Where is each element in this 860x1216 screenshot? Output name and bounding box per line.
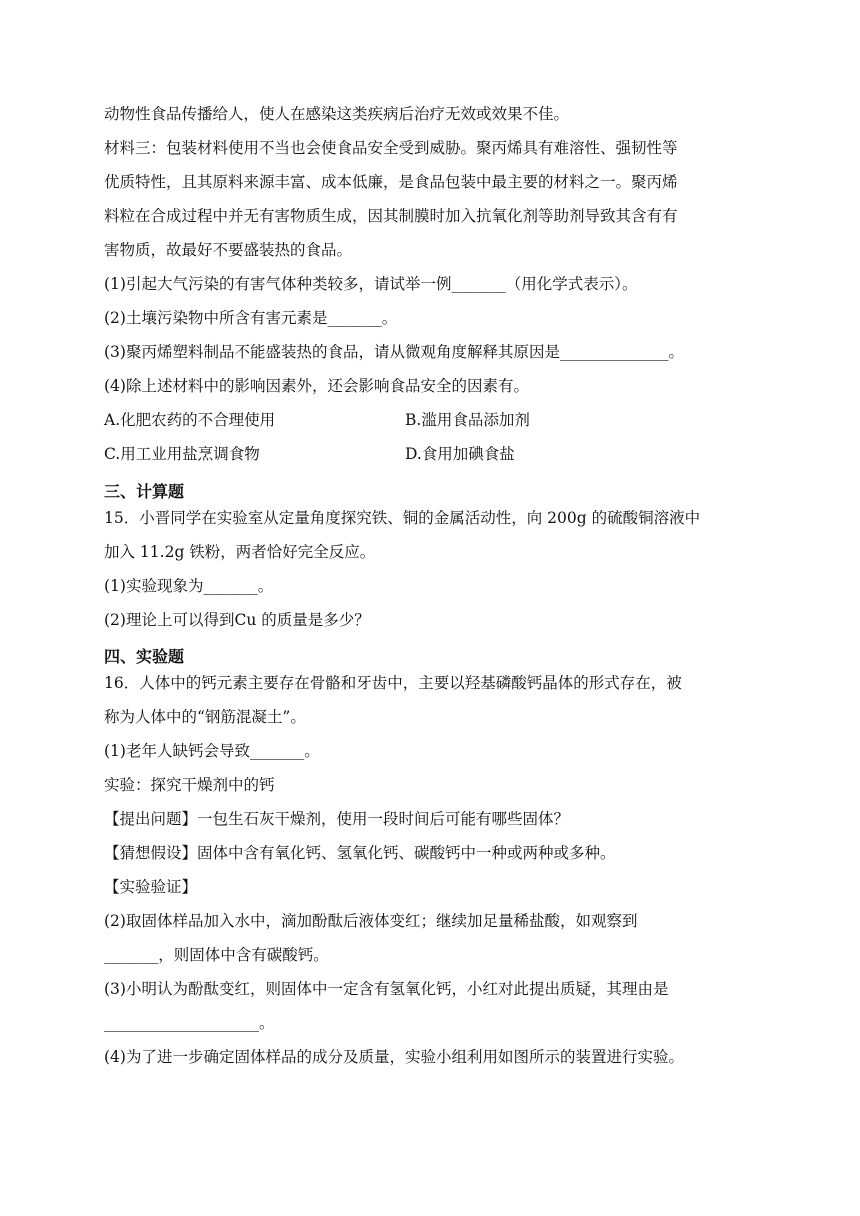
question-16-stem-line1: 16．人体中的钙元素主要存在骨骼和牙齿中，主要以羟基磷酸钙晶体的形式存在，被 — [104, 674, 682, 692]
question-16-3-line1: (3)小明认为酚酞变红，则固体中一定含有氢氧化钙，小红对此提出质疑，其理由是 — [104, 980, 669, 998]
section-title-experiment: 四、实验题 — [104, 647, 185, 666]
text-line: 动物性食品传播给人，使人在感染这类疾病后治疗无效或效果不佳。 — [104, 105, 570, 123]
question-16-4: (4)为了进一步确定固体样品的成分及质量，实验小组利用如图所示的装置进行实验。 — [104, 1048, 684, 1066]
question-16-stem-line2: 称为人体中的“钢筋混凝土”。 — [104, 708, 306, 726]
question-15-stem-line1: 15．小晋同学在实验室从定量角度探究铁、铜的金属活动性，向 200g 的硫酸铜溶液中 — [104, 509, 701, 527]
section-title-calculation: 三、计算题 — [104, 482, 185, 501]
question-14-1: (1)引起大气污染的有害气体种类较多，请试举一例_______（用化学式表示）。 — [104, 275, 638, 293]
text-line: 害物质，故最好不要盛装热的食品。 — [104, 241, 353, 259]
experiment-title: 实验：探究干燥剂中的钙 — [104, 776, 275, 794]
option-b: B.滥用食品添加剂 — [405, 411, 530, 429]
question-16-2-line2: _______，则固体中含有碳酸钙。 — [104, 946, 329, 964]
text-line: 优质特性，且其原料来源丰富、成本低廉，是食品包装中最主要的材料之一。聚丙烯 — [104, 173, 678, 191]
option-a: A.化肥农药的不合理使用 — [104, 411, 276, 429]
verification-heading: 【实验验证】 — [104, 878, 198, 896]
hypothesis: 【猜想假设】固体中含有氧化钙、氢氧化钙、碳酸钙中一种或两种或多种。 — [104, 844, 616, 862]
option-c: C.用工业用盐烹调食物 — [104, 445, 260, 463]
question-14-3: (3)聚丙烯塑料制品不能盛装热的食品，请从微观角度解释其原因是______________。 — [104, 343, 684, 361]
question-15-2: (2)理论上可以得到Cu 的质量是多少？ — [104, 611, 370, 629]
question-16-1: (1)老年人缺钙会导致_______。 — [104, 742, 320, 760]
option-d: D.食用加碘食盐 — [405, 445, 515, 463]
text-line: 材料三：包装材料使用不当也会使食品安全受到威胁。聚丙烯具有难溶性、强韧性等 — [104, 139, 678, 157]
text-line: 料粒在合成过程中并无有害物质生成，因其制膜时加入抗氧化剂等助剂导致其含有有 — [104, 207, 678, 225]
question-15-1: (1)实验现象为_______。 — [104, 577, 274, 595]
question-14-4: (4)除上述材料中的影响因素外，还会影响食品安全的因素有。 — [104, 377, 529, 395]
question-14-2: (2)土壤污染物中所含有害元素是_______。 — [104, 309, 398, 327]
raise-question: 【提出问题】一包生石灰干燥剂，使用一段时间后可能有哪些固体？ — [104, 810, 570, 828]
question-15-stem-line2: 加入 11.2g 铁粉，两者恰好完全反应。 — [104, 543, 376, 561]
question-16-3-line2: ____________________。 — [104, 1014, 275, 1032]
question-16-2-line1: (2)取固体样品加入水中，滴加酚酞后液体变红；继续加足量稀盐酸，如观察到 — [104, 912, 638, 930]
